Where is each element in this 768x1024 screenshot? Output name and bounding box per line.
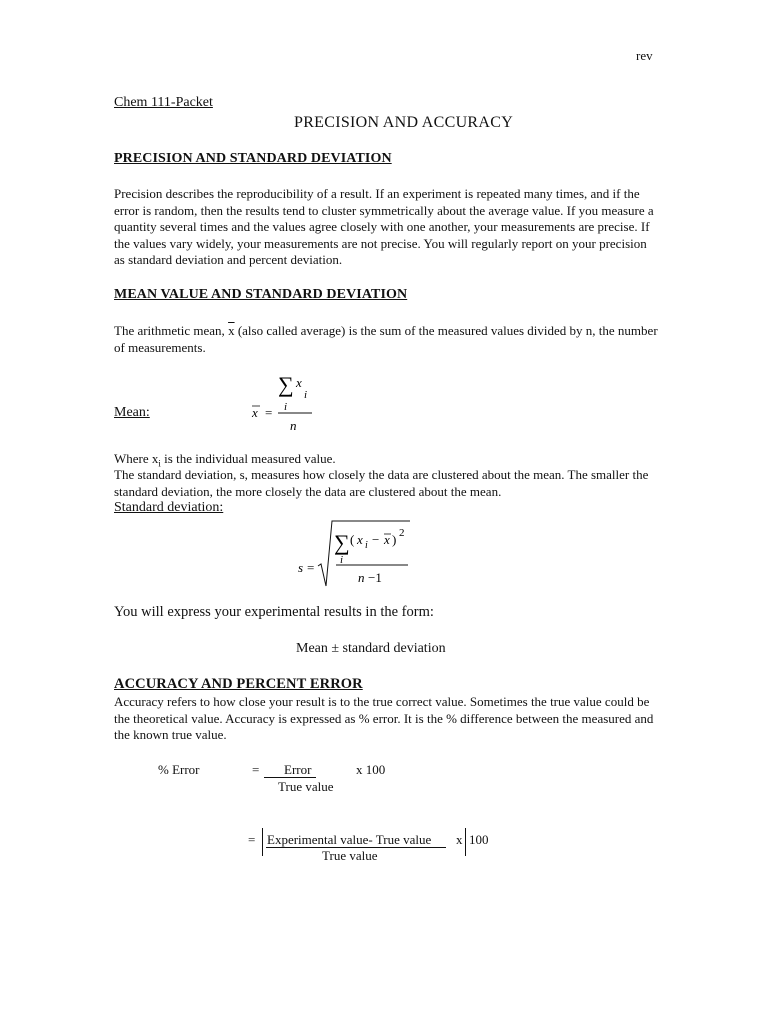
result-form-text: Mean ± standard deviation	[296, 641, 446, 656]
svg-text:=: =	[307, 560, 315, 575]
svg-text:−: −	[372, 532, 380, 547]
svg-text:∑: ∑	[334, 530, 350, 555]
percent-error-label: % Error	[158, 762, 200, 777]
svg-text:=: =	[265, 405, 273, 420]
svg-text:x: x	[384, 532, 390, 547]
mean-formula	[248, 370, 328, 436]
true-value-denominator-1: True value	[278, 779, 334, 794]
svg-text:i: i	[284, 401, 288, 413]
svg-text:n: n	[358, 570, 365, 585]
section-heading-mean: MEAN VALUE AND STANDARD DEVIATION	[114, 287, 408, 302]
svg-text:i: i	[340, 554, 344, 566]
equals-sign-2: =	[248, 832, 256, 847]
abs-bar-right	[465, 828, 466, 856]
svg-text:x: x	[296, 375, 302, 390]
sd-paragraph: The standard deviation, s, measures how closely the data are clustered about the mean. The smaller the standard deviation, the more closely the data are clustered about the mean.	[114, 467, 649, 499]
fraction-bar-1	[264, 777, 316, 778]
sd-formula	[296, 516, 426, 590]
svg-text:∑: ∑	[278, 372, 294, 397]
true-value-denominator-2: True value	[322, 848, 378, 863]
abs-bar-left	[262, 828, 263, 856]
svg-text:(: (	[350, 532, 355, 547]
page-title: PRECISION AND ACCURACY	[294, 114, 514, 131]
x-bar-symbol: $\overline{x}$	[228, 323, 235, 338]
course-label: Chem 111-Packet	[114, 95, 213, 110]
svg-text:i: i	[365, 540, 368, 551]
precision-paragraph: Precision describes the reproducibility of a result. If an experiment is repeated many times, and if the error is random, then the results tend to cluster symmetrically about the average value. If you measure a quantity several times and the values agree closely with one another, your measurements are precise. If the values vary widely, your measurements are not precise. You will regularly report on your precision as standard deviation and percent deviation.	[114, 186, 654, 268]
svg-text:x: x	[252, 405, 258, 420]
section-heading-precision: PRECISION AND STANDARD DEVIATION	[114, 151, 392, 166]
accuracy-paragraph: Accuracy refers to how close your result is to the true correct value. Sometimes the true value could be the theoretical value. Accuracy is expressed as % error. It is the % difference between the measured and the known true value.	[114, 694, 654, 743]
svg-text:i: i	[304, 389, 308, 401]
mean-intro-paragraph: The arithmetic mean, $\overline{x}$ (also called average) is the sum of the measured values divided by n, the number of measurements.	[114, 323, 658, 355]
svg-text:): )	[392, 532, 397, 547]
equals-sign-1: =	[252, 762, 260, 777]
sd-label: Standard deviation:	[114, 500, 224, 515]
times-sign-2: x	[456, 832, 463, 847]
mean-label: Mean:	[114, 405, 150, 420]
svg-text:x: x	[357, 532, 363, 547]
revision-mark: rev	[636, 48, 653, 63]
express-text: You will express your experimental results in the form:	[114, 604, 434, 620]
svg-text:n: n	[290, 418, 297, 433]
svg-text:2: 2	[399, 527, 405, 539]
svg-text:s: s	[298, 560, 304, 575]
hundred-2: 100	[469, 832, 489, 847]
svg-text:−1: −1	[368, 570, 382, 585]
experimental-numerator: Experimental value- True value	[267, 832, 432, 847]
error-numerator: Error	[284, 762, 312, 777]
section-heading-accuracy: ACCURACY AND PERCENT ERROR	[114, 676, 363, 692]
where-text: Where $x_i$ is the individual measured value.	[114, 451, 336, 469]
times-100-1: x 100	[356, 762, 386, 777]
